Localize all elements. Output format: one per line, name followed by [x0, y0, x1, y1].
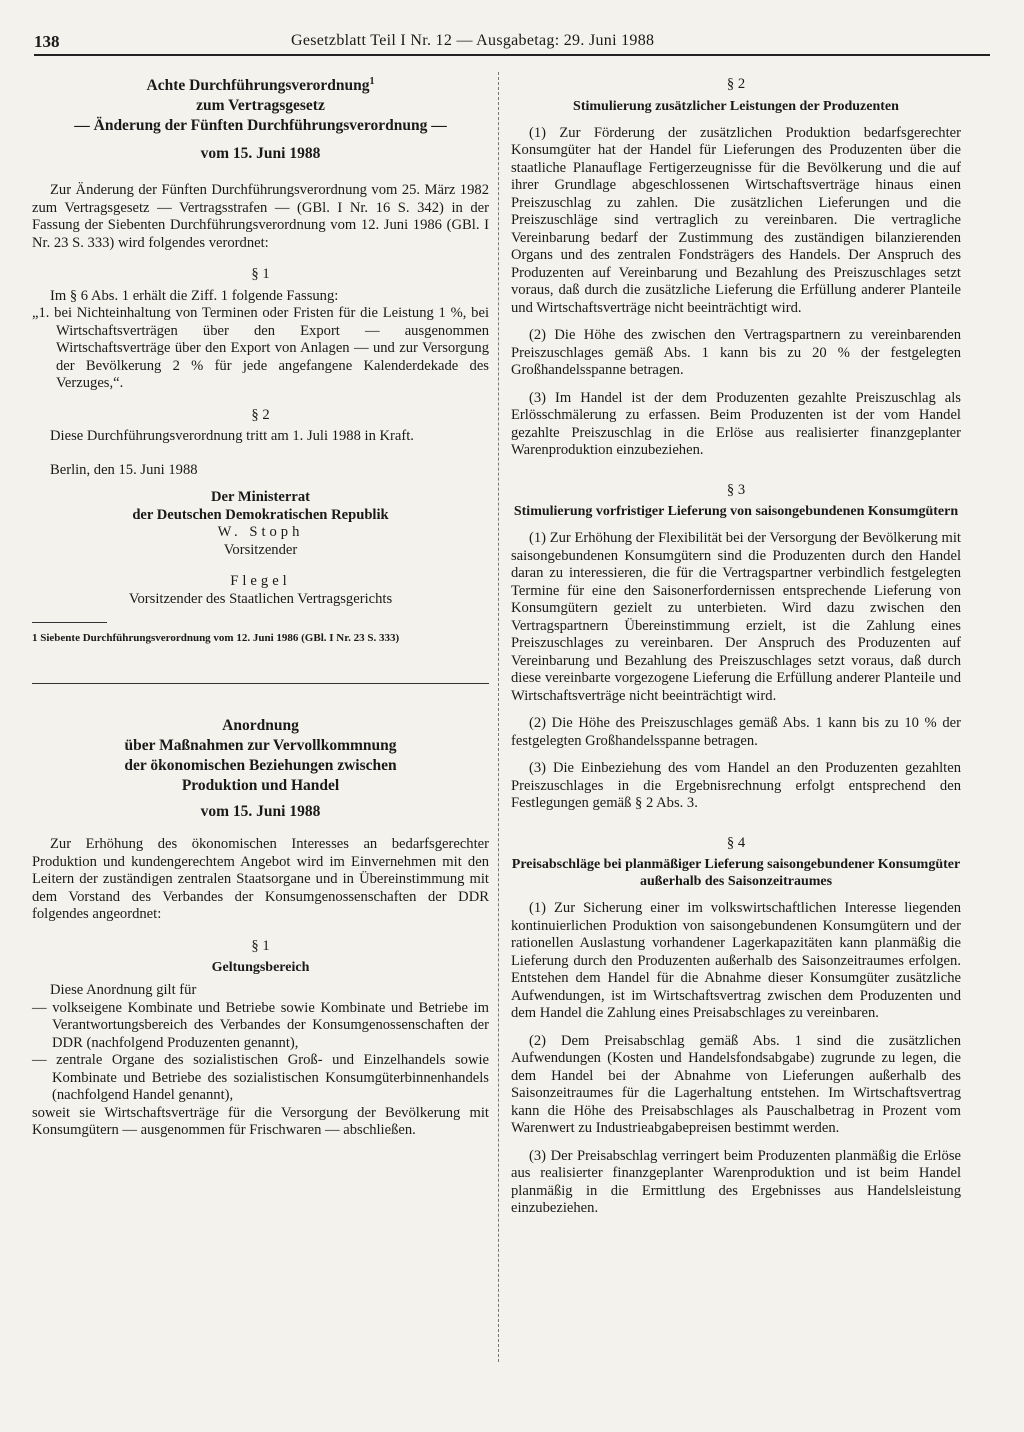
doc2-title [32, 716, 489, 822]
signature-org-line1: Der Ministerrat [210, 489, 310, 506]
signatory-role-1: Vorsitzender [223, 541, 298, 558]
doc1-title-line3: — Änderung der Fünften Durchführungsverordnung — [74, 117, 447, 135]
doc2-s4-p3: (3) Der Preisabschlag verringert beim Produzenten planmäßig die Erlöse aus realisierter finanzgeplanter Warenproduktion und ist beim Handel planmäßig in die Ermittlung des Ergebnisses aus Handelsleistung einzubeziehen. [511, 1147, 961, 1216]
right-column [511, 72, 961, 1218]
place-date: Berlin, den 15. Juni 1988 [50, 461, 198, 478]
page-header [34, 32, 990, 56]
doc2-s4-p2: (2) Dem Preisabschlag gemäß Abs. 1 sind die zusätzlichen Aufwendungen (Kosten und Handelsfondsabgabe) zugrunde zu legen, die dem Handel bei der Abnahme von Lieferungen außerhalb des Saisonzeitraumes für die Lagerhaltung entstehen. Im Wirtschaftsvertrag kann die Höhe des Preisabschlages als Pauschalbetrag in Prozent vom Warenwert zu Industrieabgabepreisen bestimmt werden. [511, 1032, 961, 1136]
doc1-title-line2: zum Vertragsgesetz [196, 97, 325, 115]
doc2-title-line1: Anordnung [222, 717, 299, 735]
doc1-title [32, 72, 489, 164]
signatory-role-2: Vorsitzender des Staatlichen Vertragsgerichts [128, 590, 393, 607]
doc2-title-line4: Produktion und Handel [181, 777, 340, 795]
signatory-name-2: Flegel [230, 573, 291, 590]
doc2-s4-title: Preisabschläge bei planmäßiger Lieferung saisongebundener Konsumgüter außerhalb des Saisonzeitraumes [511, 857, 961, 889]
doc2-title-line2: über Maßnahmen zur Vervollkommnung [124, 737, 397, 755]
doc1-s1-item: „1. bei Nichteinhaltung von Terminen oder Fristen für die Leistung 1 %, bei Wirtschaftsverträgen über den Export — ausgenommen Wirtschaftsverträge über den Export von Anlagen — und zur Versorgung der Bevölkerung 2 % für jede angefangene Kalenderdekade des Verzuges,“. [32, 305, 489, 392]
doc2-s4-p1: (1) Zur Sicherung einer im volkswirtschaftlichen Interesse liegenden kontinuierlichen Produktion von saisongebundenen Konsumgütern und der rationellen Auslastung vorhandener Lagerkapazitäten kann planmäßig die Lieferung durch den Produzenten außerhalb des Saisonzeitraumes erfolgen. Entstehen dem Handel für die Abnahme dieser Konsumgüter zusätzliche Aufwendungen, ist im Wirtschaftsvertrag zwischen dem Produzenten und dem Handel die Zahlung eines Preisabschlages zu vereinbaren. [511, 900, 961, 1021]
doc2-s2-p3: (3) Im Handel ist der dem Produzenten gezahlte Preiszuschlag als Erlösschmälerung zu erfassen. Beim Produzenten ist der vom Handel gezahlte Preiszuschlag in die Erlöse aus realisierter finanzgeplanter Warenproduktion einzubeziehen. [511, 389, 961, 458]
doc2-s3-p1: (1) Zur Erhöhung der Flexibilität bei der Versorgung der Bevölkerung mit saisongebundenen Konsumgütern sind die Produzenten durch den Handel daran zu interessieren, die für die Vertragspartner verbindlich festgelegten Termine für eine den Saisonerfordernissen entsprechende Lieferung von Konsumgütern gezielt zu unterbieten. Wird dazu zwischen den Vertragspartnern Übereinstimmung erzielt, ist die Zahlung eines Preiszuschlages zu vereinbaren. Der Anspruch des Produzenten auf Vereinbarung und Bezahlung des Preiszuschlages setzt voraus, daß durch diese vereinbarte vorgezogene Lieferung die Erfüllung anderer Planteile und Wirtschaftsverträge nicht beeinträchtigt wird. [511, 530, 961, 704]
doc2-s4-heading: § 4 [726, 834, 746, 851]
doc2-s2-p2: (2) Die Höhe des zwischen den Vertragspartnern zu vereinbarenden Preiszuschlages gemäß Abs. 1 kann bis zu 20 % der festgelegten Großhandelsspanne betragen. [511, 327, 961, 378]
column-divider [498, 72, 499, 1362]
doc2-s2-heading: § 2 [726, 76, 746, 92]
doc2-s2-title: Stimulierung zusätzlicher Leistungen der Produzenten [573, 98, 899, 114]
doc2-intro: Zur Erhöhung des ökonomischen Interesses an bedarfsgerechter Produktion und kundengerechtem Angebot wird im Einvernehmen mit den Leitern der zuständigen zentralen Staatsorgane und in Übereinstimmung mit dem Vorstand des Verbandes der Konsumgenossenschaften der DDR folgendes angeordnet: [32, 836, 489, 923]
doc2-s3-p2: (2) Die Höhe des Preiszuschlages gemäß Abs. 1 kann bis zu 10 % der festgelegten Großhandelsspanne betragen. [511, 715, 961, 749]
signatory-name-1: W. Stoph [217, 524, 304, 541]
doc1-s2-heading: § 2 [251, 406, 270, 423]
gazette-title: Gesetzblatt Teil I Nr. 12 — Ausgabetag: 29. Juni 1988 [291, 32, 655, 49]
footnote-rule [32, 622, 107, 623]
left-column [32, 72, 489, 1140]
signature-org-line2: der Deutschen Demokratischen Republik [132, 506, 389, 523]
doc2-s1-tail: soweit sie Wirtschaftsverträge für die Versorgung der Bevölkerung mit Konsumgütern — ausgenommen für Frischwaren — abschließen. [32, 1104, 489, 1139]
doc2-s3-heading: § 3 [726, 481, 746, 498]
footnote-mark: 1 [369, 76, 375, 87]
doc2-s2-p1: (1) Zur Förderung der zusätzlichen Produktion bedarfsgerechter Konsumgüter hat der Handel für Lieferungen des Produzenten über die staatliche Planauflage Fertigerzeugnisse für die Bevölkerung und die auf ihrer Grundlage abgeschlossenen Wirtschaftsverträge hinaus einen Preiszuschlag zu zahlen. Die zusätzlichen Lieferungen und die Preiszuschläge sind vertraglich zu vereinbaren. Die vertragliche Vereinbarung bedarf der Zustimmung des zuständigen bilanzierenden Organs und des zentralen Fondsträgers des Handels. Der Anspruch des Produzenten auf Vereinbarung und Bezahlung des Preiszuschlages setzt voraus, daß durch die zusätzliche Lieferung die Erfüllung anderer Planteile und Wirtschaftsverträge nicht beeinträchtigt wird. [511, 124, 961, 316]
doc1-title-line1: Achte Durchführungsverordnung [146, 77, 370, 95]
doc1-s2-text: Diese Durchführungsverordnung tritt am 1. Juli 1988 in Kraft. [50, 428, 414, 445]
doc2-s1-item2: — zentrale Organe des sozialistischen Groß- und Einzelhandels sowie Kombinate und Betriebe des sozialistischen Konsumgüterbinnenhandels (nachfolgend Handel genannt), [32, 1052, 489, 1104]
page-number: 138 [34, 32, 60, 51]
doc2-title-line3: der ökonomischen Beziehungen zwischen [124, 757, 397, 775]
doc2-s1-item1: — volkseigene Kombinate und Betriebe sowie Kombinate und Betriebe im Verantwortungsbereich des Verbandes der Konsumgenossenschaften der DDR (nachfolgend Produzenten genannt), [32, 999, 489, 1051]
doc2-s1-text: Diese Anordnung gilt für [50, 982, 197, 999]
doc2-s1-title: Geltungsbereich [211, 960, 310, 976]
section-rule [32, 683, 489, 684]
doc1-s1-heading: § 1 [251, 266, 270, 283]
doc2-s1-heading: § 1 [251, 937, 270, 954]
doc1-date: vom 15. Juni 1988 [200, 145, 321, 163]
doc2-s3-p3: (3) Die Einbeziehung des vom Handel an den Produzenten gezahlten Preiszuschlages in die Ergebnisrechnung erfolgt entsprechend den Festlegungen gemäß § 2 Abs. 3. [511, 760, 961, 811]
doc1-intro: Zur Änderung der Fünften Durchführungsverordnung vom 25. März 1982 zum Vertragsgesetz — Vertragsstrafen — (GBl. I Nr. 16 S. 342) in der Fassung der Siebenten Durchführungsverordnung vom 12. Juni 1986 (GBl. I Nr. 23 S. 333) wird folgendes verordnet: [32, 182, 489, 251]
doc2-s3-title: Stimulierung vorfristiger Lieferung von saisongebundenen Konsumgütern [513, 504, 959, 519]
footnote: 1 Siebente Durchführungsverordnung vom 12. Juni 1986 (GBl. I Nr. 23 S. 333) [32, 632, 400, 645]
doc2-date: vom 15. Juni 1988 [200, 803, 321, 821]
doc1-s1-text: Im § 6 Abs. 1 erhält die Ziff. 1 folgende Fassung: [50, 287, 339, 304]
signature-block [32, 489, 489, 608]
